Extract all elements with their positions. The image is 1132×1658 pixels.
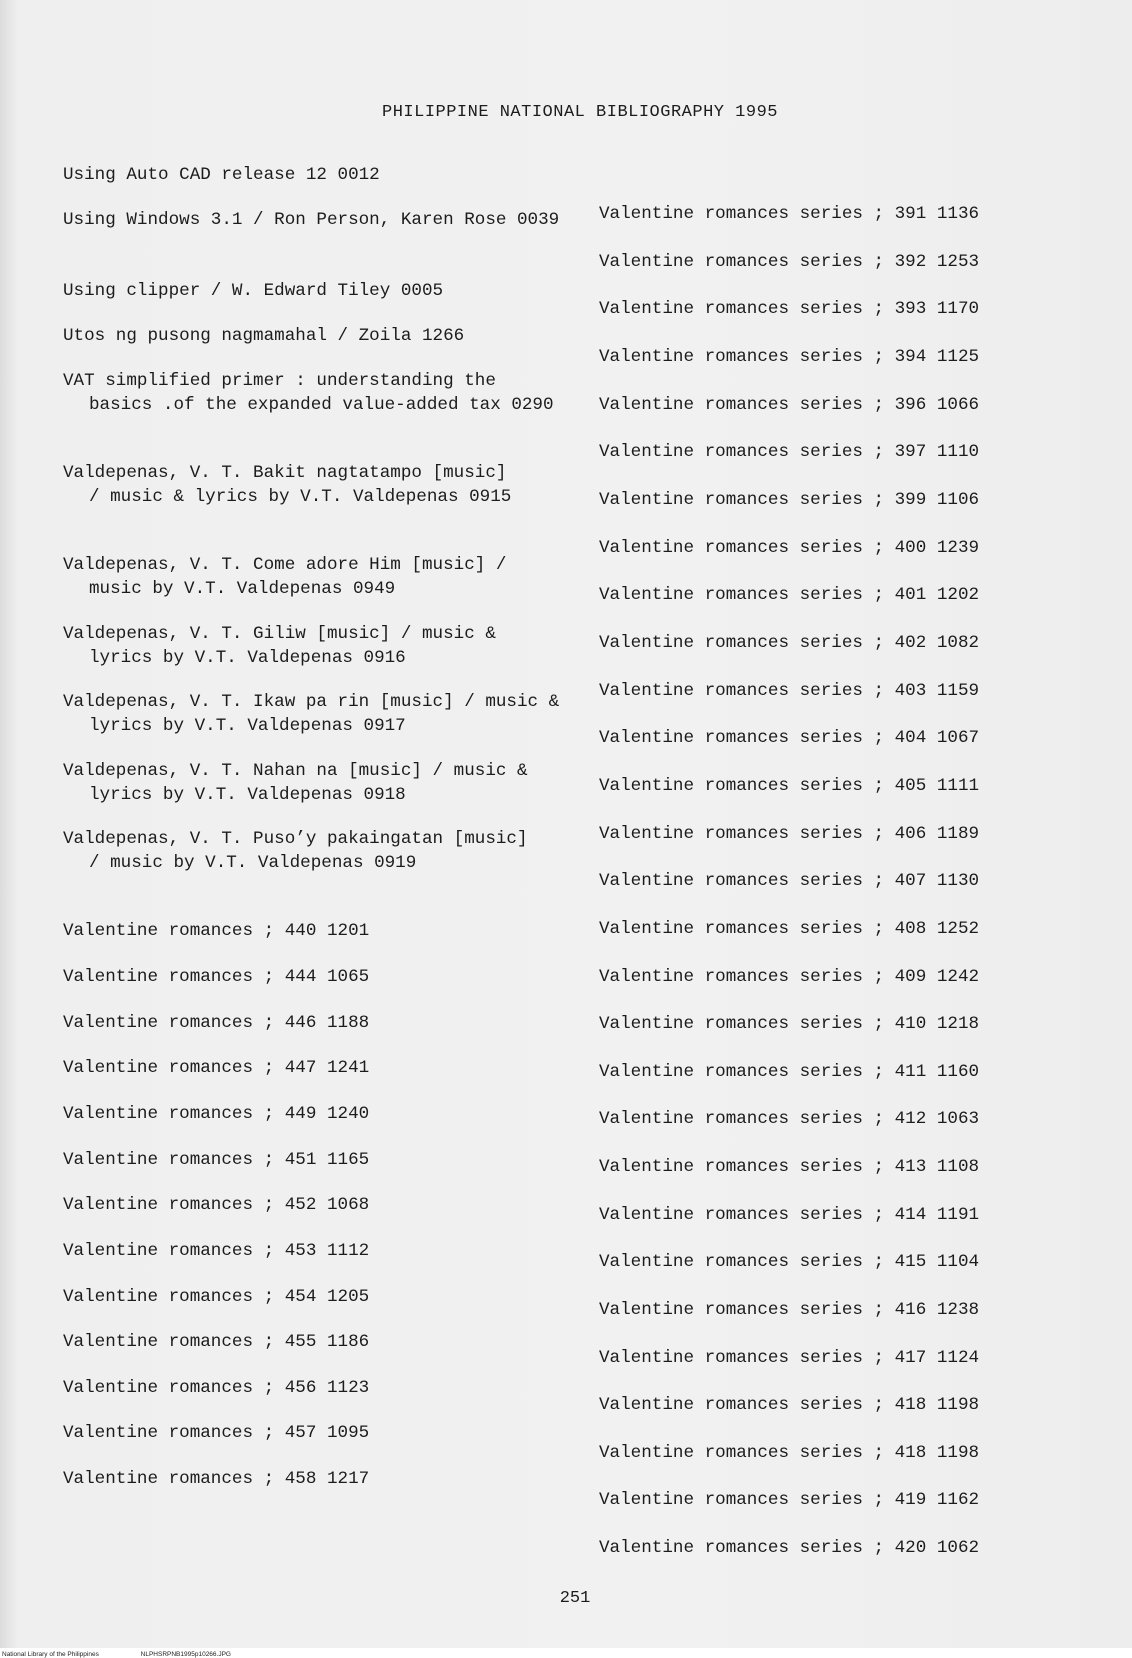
footer-library: National Library of the Philippines [2,1651,99,1658]
index-entry [599,1536,1069,1560]
index-entry [599,1250,1069,1274]
entry-text: Valentine romances ; 440 1201 [63,921,370,941]
entry-text: Valentine romances series ; 392 1253 [599,252,980,272]
index-entry [63,461,563,509]
index-entry [599,679,1069,703]
index-entry [63,1193,563,1217]
entry-text: Valentine romances series ; 399 1106 [599,490,980,510]
index-entry [599,1203,1069,1227]
footer-file-id: NLPHSRPNB1995p10266.JPG [140,1651,231,1658]
entry-text: Valentine romances series ; 418 1198 [599,1443,980,1463]
entry-text: Valdepenas, V. T. Puso’y pakaingatan [music] / music by V.T. Valdepenas 0919 [63,829,528,873]
index-entry [63,208,563,232]
index-entry [599,440,1069,464]
index-entry [599,726,1069,750]
entry-text: Using Auto CAD release 12 0012 [63,165,380,185]
index-entry [599,631,1069,655]
entry-text: Valdepenas, V. T. Giliw [music] / music & lyrics by V.T. Valdepenas 0916 [63,624,496,668]
entry-text: Valentine romances series ; 404 1067 [599,728,980,748]
entry-text: Valentine romances series ; 396 1066 [599,395,980,415]
entry-text: Utos ng pusong nagmamahal / Zoila 1266 [63,326,465,346]
entry-text: Valentine romances series ; 402 1082 [599,633,980,653]
page-number: 251 [559,1589,591,1608]
entry-text: Valentine romances ; 456 1123 [63,1378,370,1398]
entry-text: Valdepenas, V. T. Come adore Him [music] / music by V.T. Valdepenas 0949 [63,555,507,599]
index-entry [63,369,563,417]
entry-text: Valentine romances series ; 407 1130 [599,871,980,891]
entry-text: Valentine romances series ; 419 1162 [599,1490,980,1510]
index-entry [63,163,563,187]
index-entry [63,1011,563,1035]
index-entry [63,965,563,989]
index-entry [63,690,563,738]
index-entry [599,202,1069,226]
index-entry [63,324,563,348]
entry-text: Valentine romances series ; 397 1110 [599,442,980,462]
index-entry [599,1393,1069,1417]
entry-text: Valentine romances series ; 413 1108 [599,1157,980,1177]
index-entry [599,297,1069,321]
index-entry [599,345,1069,369]
entry-text: Valentine romances series ; 420 1062 [599,1538,980,1558]
entry-text: Valentine romances series ; 415 1104 [599,1252,980,1272]
entry-text: Valentine romances series ; 393 1170 [599,299,980,319]
index-entry [599,250,1069,274]
index-entry [599,1441,1069,1465]
entry-text: Valentine romances ; 451 1165 [63,1150,370,1170]
index-entry [599,869,1069,893]
index-entry [599,1488,1069,1512]
entry-text: Valdepenas, V. T. Nahan na [music] / music & lyrics by V.T. Valdepenas 0918 [63,761,528,805]
entry-text: Using Windows 3.1 / Ron Person, Karen Rose 0039 [63,210,560,230]
index-entry [599,536,1069,560]
index-entry [599,774,1069,798]
entry-text: Valentine romances series ; 391 1136 [599,204,980,224]
index-entry [63,622,563,670]
entry-text: Valentine romances ; 454 1205 [63,1287,370,1307]
index-entry [599,1346,1069,1370]
index-entry [63,1467,563,1491]
index-entry [599,393,1069,417]
entry-text: Valentine romances ; 447 1241 [63,1058,370,1078]
index-entry [599,1060,1069,1084]
entry-text: Valentine romances series ; 411 1160 [599,1062,980,1082]
entry-text: Valentine romances ; 453 1112 [63,1241,370,1261]
index-entry [599,583,1069,607]
entry-text: Valentine romances ; 449 1240 [63,1104,370,1124]
entry-text: Valentine romances series ; 403 1159 [599,681,980,701]
entry-text: Valdepenas, V. T. Bakit nagtatampo [music] / music & lyrics by V.T. Valdepenas 0915 [63,463,512,507]
entry-text: Valentine romances series ; 417 1124 [599,1348,980,1368]
entry-text: Valentine romances ; 446 1188 [63,1013,370,1033]
entry-text: Using clipper / W. Edward Tiley 0005 [63,281,444,301]
scan-footer [2,1651,231,1658]
index-entry [599,822,1069,846]
index-entry [63,1148,563,1172]
entry-text: Valentine romances series ; 416 1238 [599,1300,980,1320]
index-entry [63,1376,563,1400]
entry-text: Valentine romances ; 457 1095 [63,1423,370,1443]
index-entry [63,1285,563,1309]
entry-text: VAT simplified primer : understanding the basics .of the expanded value-added tax 0290 [63,371,554,415]
entry-text: Valentine romances ; 452 1068 [63,1195,370,1215]
index-entry [599,917,1069,941]
index-entry [63,279,563,303]
entry-text: Valentine romances series ; 400 1239 [599,538,980,558]
entry-text: Valentine romances series ; 405 1111 [599,776,980,796]
index-entry [599,1107,1069,1131]
index-entry [63,919,563,943]
index-entry [599,1155,1069,1179]
page-title: PHILIPPINE NATIONAL BIBLIOGRAPHY 1995 [382,103,778,122]
index-entry [63,1056,563,1080]
index-entry [63,1239,563,1263]
entry-text: Valentine romances ; 444 1065 [63,967,370,987]
entry-text: Valentine romances series ; 409 1242 [599,967,980,987]
entry-text: Valentine romances series ; 418 1198 [599,1395,980,1415]
index-entry [63,1102,563,1126]
index-entry [63,1421,563,1445]
entry-text: Valentine romances series ; 408 1252 [599,919,980,939]
index-entry [63,553,563,601]
entry-text: Valentine romances series ; 406 1189 [599,824,980,844]
index-entry [599,965,1069,989]
index-entry [63,1330,563,1354]
entry-text: Valentine romances series ; 414 1191 [599,1205,980,1225]
entry-text: Valentine romances ; 458 1217 [63,1469,370,1489]
index-entry [599,1298,1069,1322]
entry-text: Valdepenas, V. T. Ikaw pa rin [music] / music & lyrics by V.T. Valdepenas 0917 [63,692,560,736]
entry-text: Valentine romances series ; 412 1063 [599,1109,980,1129]
scan-footer-strip [0,1648,1132,1658]
index-entry [63,827,563,875]
entry-text: Valentine romances series ; 401 1202 [599,585,980,605]
entry-text: Valentine romances ; 455 1186 [63,1332,370,1352]
index-entry [599,488,1069,512]
index-entry [63,759,563,807]
entry-text: Valentine romances series ; 410 1218 [599,1014,980,1034]
entry-text: Valentine romances series ; 394 1125 [599,347,980,367]
index-entry [599,1012,1069,1036]
